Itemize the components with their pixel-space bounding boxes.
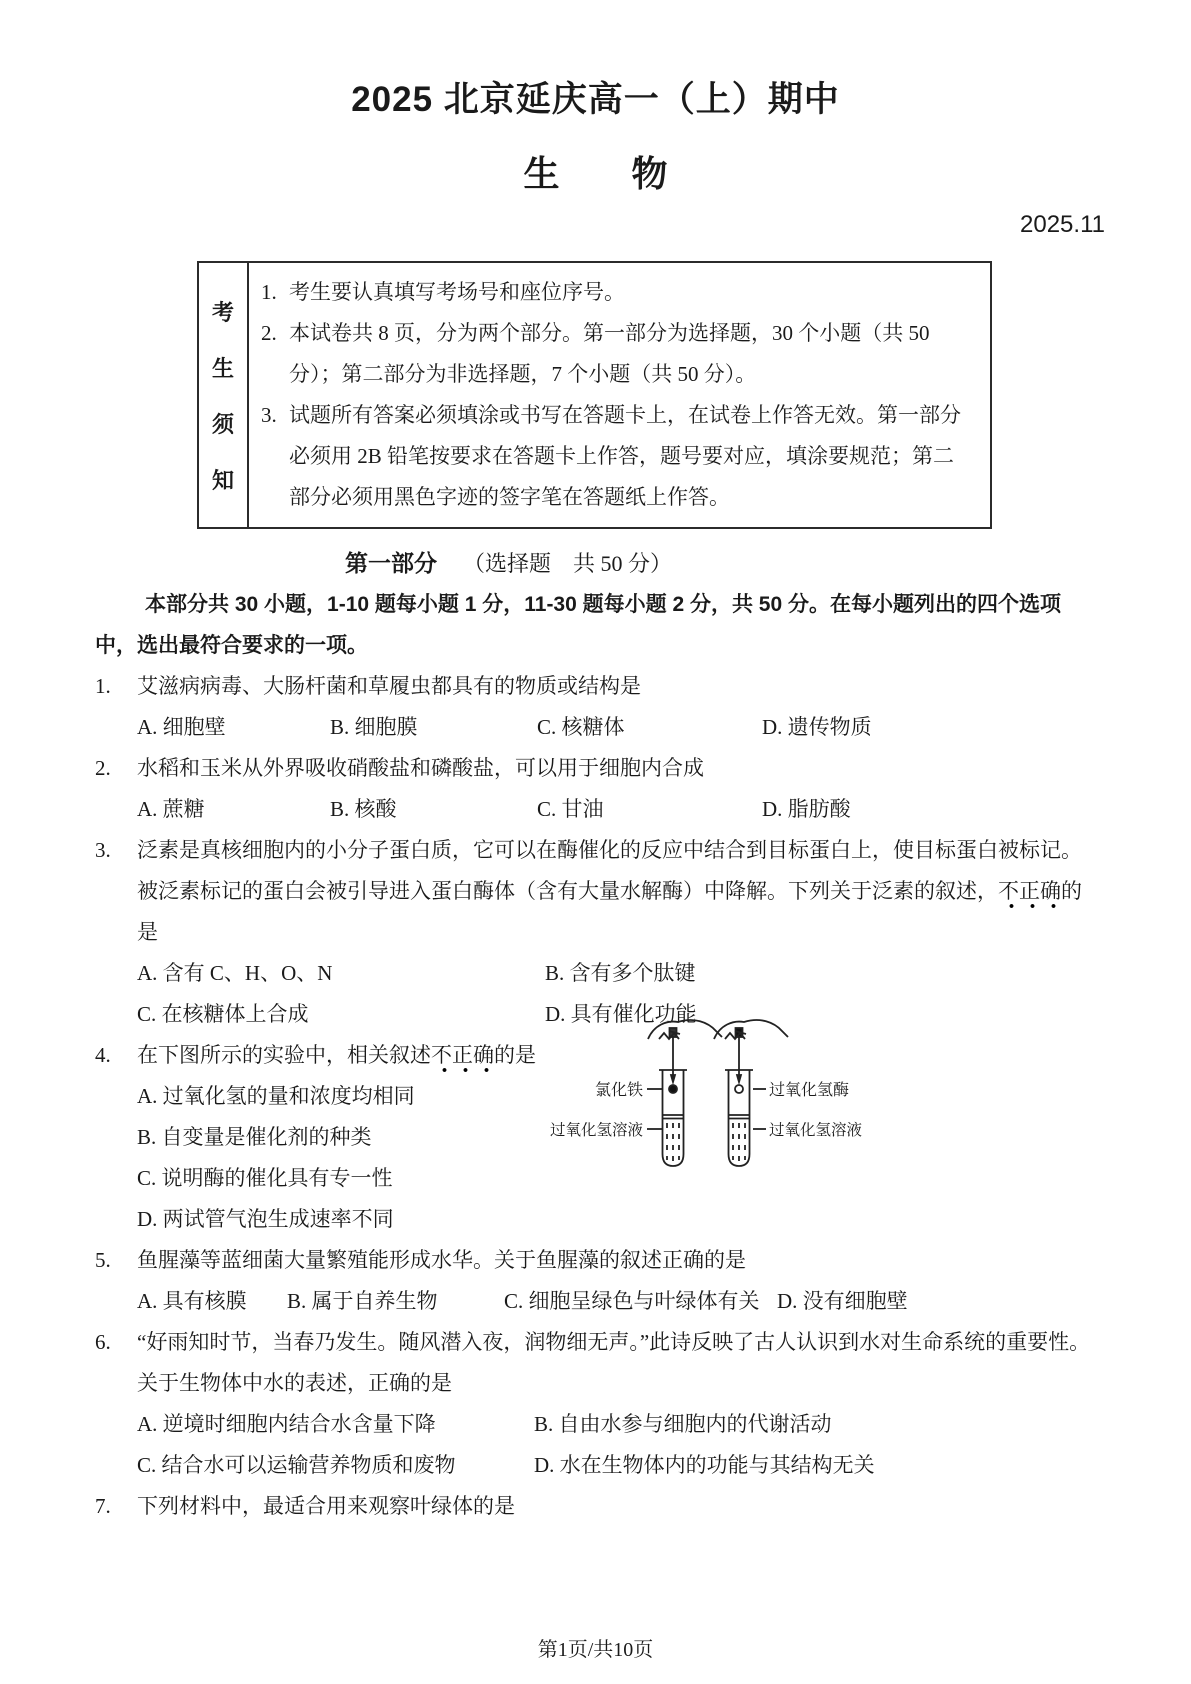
notice-item-number: 1. — [261, 280, 277, 304]
option-d: D. 两试管气泡生成速率不同 — [137, 1207, 394, 1231]
option-b: B. 自由水参与细胞内的代谢活动 — [534, 1412, 832, 1436]
options-row — [137, 789, 1096, 830]
option-d: D. 水在生物体内的功能与其结构无关 — [534, 1453, 875, 1477]
question-5 — [95, 1240, 1096, 1322]
ferric-chloride-drop — [669, 1085, 677, 1093]
figure-label-ferric-chloride: 氯化铁 — [594, 1082, 643, 1099]
options-row — [137, 1281, 1096, 1322]
question-number: 4. — [95, 1043, 111, 1067]
page-title: 2025 北京延庆高一（上）期中 — [351, 80, 840, 119]
option-c: C. 核糖体 — [537, 715, 625, 739]
notice-side-char: 生 — [211, 355, 234, 381]
question-3 — [95, 830, 1096, 1035]
option-d: D. 没有细胞壁 — [777, 1289, 908, 1313]
question-2 — [95, 748, 1096, 830]
hand-icon — [714, 1020, 788, 1039]
figure-label-h2o2-solution-right: 过氧化氢溶液 — [769, 1122, 863, 1139]
section-title: 第一部分 — [345, 551, 437, 576]
emphasized-text: 不正确 — [998, 879, 1061, 909]
option-d: D. 遗传物质 — [762, 715, 872, 739]
section-intro: 本部分共 30 小题，1-10 题每小题 1 分，11-30 题每小题 2 分，共 50 分。在每小题列出的四个选项中，选出最符合要求的一项。 — [95, 593, 1061, 657]
question-number: 6. — [95, 1330, 111, 1354]
candidate-notice-box — [197, 261, 992, 529]
notice-side-char: 知 — [211, 467, 234, 493]
section-heading — [345, 543, 1096, 584]
section-subtitle: （选择题 共 50 分） — [463, 551, 673, 576]
experiment-figure — [549, 1019, 885, 1184]
question-number: 7. — [95, 1494, 111, 1518]
question-stem — [95, 1322, 1096, 1404]
figure-label-h2o2-solution-left: 过氧化氢溶液 — [549, 1122, 643, 1139]
question-text: 的是 — [137, 879, 1082, 944]
option-c: C. 细胞呈绿色与叶绿体有关 — [504, 1289, 760, 1313]
exam-date: 2025.11 — [1020, 211, 1105, 238]
notice-item-number: 2. — [261, 321, 277, 345]
question-7 — [95, 1486, 1096, 1527]
page-footer: 第1页/共10页 — [537, 1639, 654, 1661]
notice-item — [261, 395, 972, 518]
notice-side-char: 考 — [211, 299, 234, 325]
option-c: C. 甘油 — [537, 797, 604, 821]
option-b: B. 含有多个肽键 — [545, 961, 696, 985]
question-stem — [95, 748, 1096, 789]
question-stem — [95, 830, 1096, 953]
question-4 — [95, 1035, 1096, 1240]
notice-item-text: 试题所有答案必须填涂或书写在答题卡上，在试卷上作答无效。第一部分必须用 2B 铅笔按要求在答题卡上作答，题号要对应，填涂要规范；第二部分必须用黑色字迹的签字笔在答题纸上作答。 — [289, 403, 961, 509]
question-number: 5. — [95, 1248, 111, 1272]
notice-side-char: 须 — [211, 411, 234, 437]
question-text: 泛素是真核细胞内的小分子蛋白质，它可以在酶催化的反应中结合到目标蛋白上，使目标蛋白被标记。被泛素标记的蛋白会被引导进入蛋白酶体（含有大量水解酶）中降解。下列关于泛素的叙述， — [137, 838, 1082, 903]
option-a: A. 含有 C、H、O、N — [137, 961, 333, 985]
question-text: 水稻和玉米从外界吸收硝酸盐和磷酸盐，可以用于细胞内合成 — [137, 756, 704, 780]
catalase-drop — [735, 1085, 743, 1093]
notice-items — [249, 263, 990, 527]
question-text: 下列材料中，最适合用来观察叶绿体的是 — [137, 1494, 515, 1518]
option-b: B. 自变量是催化剂的种类 — [137, 1125, 372, 1149]
hand-icon — [648, 1020, 722, 1039]
question-number: 3. — [95, 838, 111, 862]
option-c: C. 在核糖体上合成 — [137, 1002, 309, 1026]
emphasized-text: 不正确 — [431, 1043, 494, 1073]
option-a: A. 细胞壁 — [137, 715, 226, 739]
question-stem — [95, 1240, 1096, 1281]
notice-item — [261, 313, 972, 395]
options-grid — [137, 1404, 1096, 1486]
question-1 — [95, 666, 1096, 748]
option-b: B. 属于自养生物 — [287, 1289, 438, 1313]
notice-item-text: 考生要认真填写考场号和座位序号。 — [289, 280, 625, 304]
question-text: 的是 — [494, 1043, 536, 1067]
subject-title: 生 物 — [523, 154, 668, 194]
option-b: B. 核酸 — [330, 797, 397, 821]
question-stem — [95, 1486, 1096, 1527]
option-b: B. 细胞膜 — [330, 715, 418, 739]
question-text: “好雨知时节，当春乃发生。随风潜入夜，润物细无声。”此诗反映了古人认识到水对生命系统的重要性。关于生物体中水的表述，正确的是 — [137, 1330, 1091, 1395]
question-text: 艾滋病病毒、大肠杆菌和草履虫都具有的物质或结构是 — [137, 674, 641, 698]
option-d: D. 脂肪酸 — [762, 797, 851, 821]
option-a: A. 蔗糖 — [137, 797, 205, 821]
notice-side-label — [199, 263, 249, 527]
option-a: A. 逆境时细胞内结合水含量下降 — [137, 1412, 436, 1436]
question-number: 2. — [95, 756, 111, 780]
notice-item — [261, 272, 972, 313]
question-number: 1. — [95, 674, 111, 698]
question-stem — [95, 666, 1096, 707]
question-text: 鱼腥藻等蓝细菌大量繁殖能形成水华。关于鱼腥藻的叙述正确的是 — [137, 1248, 746, 1272]
option-a: A. 具有核膜 — [137, 1289, 247, 1313]
option-a: A. 过氧化氢的量和浓度均相同 — [137, 1084, 415, 1108]
options-row — [137, 707, 1096, 748]
option-d: D. 具有催化功能 — [545, 1002, 697, 1026]
figure-label-catalase: 过氧化氢酶 — [769, 1082, 850, 1099]
notice-item-number: 3. — [261, 403, 277, 427]
option-c: C. 说明酶的催化具有专一性 — [137, 1166, 393, 1190]
question-6 — [95, 1322, 1096, 1486]
page-content — [0, 261, 1191, 1527]
question-text: 在下图所示的实验中，相关叙述 — [137, 1043, 431, 1067]
notice-item-text: 本试卷共 8 页，分为两个部分。第一部分为选择题，30 个小题（共 50 分）；第二部分为非选择题，7 个小题（共 50 分）。 — [289, 321, 930, 386]
option-c: C. 结合水可以运输营养物质和废物 — [137, 1453, 456, 1477]
test-tubes-diagram — [549, 1019, 885, 1184]
